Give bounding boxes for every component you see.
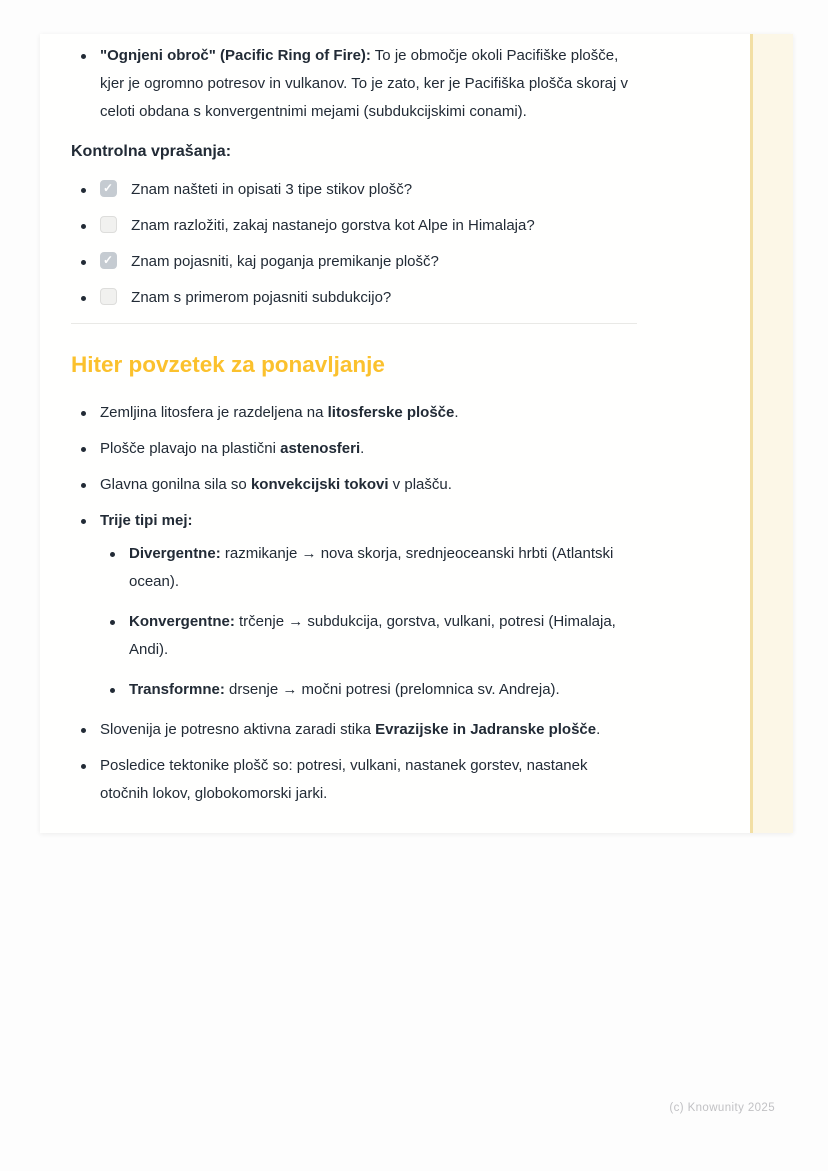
bullet-icon bbox=[81, 764, 86, 769]
nested-bullet-text: Transformne: drsenje → močni potresi (prelomnica sv. Andreja). bbox=[129, 681, 560, 698]
list-item bbox=[71, 399, 637, 427]
nested-bullet-text: Konvergentne: trčenje → subdukcija, gorstva, vulkani, potresi (Himalaja, Andi). bbox=[129, 613, 616, 658]
intro-bullet-list bbox=[71, 42, 637, 126]
bullet-icon bbox=[81, 411, 86, 416]
bullet-icon bbox=[110, 620, 115, 625]
checklist-label: Znam razložiti, zakaj nastanejo gorstva kot Alpe in Himalaja? bbox=[131, 217, 535, 234]
checklist-label: Znam pojasniti, kaj poganja premikanje plošč? bbox=[131, 253, 439, 270]
nested-bullet-text: Divergentne: razmikanje → nova skorja, srednjeoceanski hrbti (Atlantski ocean). bbox=[129, 545, 614, 590]
list-item bbox=[100, 608, 637, 664]
list-item bbox=[71, 471, 637, 499]
control-questions-heading: Kontrolna vprašanja: bbox=[71, 143, 232, 160]
bullet-icon bbox=[81, 519, 86, 524]
summary-bullet-text: Posledice tektonike plošč so: potresi, vulkani, nastanek gorstev, nastanek otočnih lokov, globokomorski jarki. bbox=[100, 757, 588, 802]
bullet-icon bbox=[81, 224, 86, 229]
checkbox-icon[interactable] bbox=[100, 216, 117, 233]
list-item bbox=[71, 42, 637, 126]
bullet-icon bbox=[81, 54, 86, 59]
bullet-icon bbox=[81, 296, 86, 301]
list-item bbox=[71, 435, 637, 463]
checklist bbox=[71, 176, 637, 312]
list-item bbox=[71, 716, 637, 744]
nested-bullet-list bbox=[100, 540, 637, 704]
checkbox-icon[interactable] bbox=[100, 288, 117, 305]
section-divider bbox=[71, 323, 637, 324]
bullet-icon bbox=[81, 728, 86, 733]
summary-bullet-text: Plošče plavajo na plastični astenosferi. bbox=[100, 440, 365, 457]
summary-bullet-text: Trije tipi mej: bbox=[100, 512, 193, 529]
list-item bbox=[100, 540, 637, 596]
checklist-label: Znam s primerom pojasniti subdukcijo? bbox=[131, 289, 392, 306]
checklist-label: Znam našteti in opisati 3 tipe stikov plošč? bbox=[131, 181, 413, 198]
bullet-icon bbox=[81, 483, 86, 488]
checklist-item bbox=[71, 284, 637, 312]
checkbox-icon[interactable] bbox=[100, 252, 117, 269]
intro-bullet-text: "Ognjeni obroč" (Pacific Ring of Fire): To je območje okoli Pacifiške plošče, kjer je ogromno potresov in vulkanov. To je zato, ker je Pacifiška plošča skoraj v celoti obdana s konvergentnimi mejami (subdukcijskimi conami). bbox=[100, 47, 629, 120]
bullet-icon bbox=[81, 447, 86, 452]
summary-heading: Hiter povzetek za ponavljanje bbox=[71, 352, 385, 377]
list-item bbox=[71, 507, 637, 704]
document-card bbox=[40, 34, 793, 833]
bullet-icon bbox=[110, 552, 115, 557]
summary-bullet-text: Zemljina litosfera je razdeljena na litosferske plošče. bbox=[100, 404, 459, 421]
document-content bbox=[71, 42, 637, 816]
highlight-stripe bbox=[750, 34, 793, 833]
summary-bullet-list bbox=[71, 399, 637, 808]
summary-bullet-text: Slovenija je potresno aktivna zaradi stika Evrazijske in Jadranske plošče. bbox=[100, 721, 601, 738]
summary-bullet-text: Glavna gonilna sila so konvekcijski tokovi v plašču. bbox=[100, 476, 452, 493]
bullet-icon bbox=[110, 688, 115, 693]
copyright-footer: (c) Knowunity 2025 bbox=[669, 1102, 775, 1114]
list-item bbox=[71, 752, 637, 808]
checklist-item bbox=[71, 248, 637, 276]
checklist-item bbox=[71, 176, 637, 204]
checkbox-icon[interactable] bbox=[100, 180, 117, 197]
bullet-icon bbox=[81, 188, 86, 193]
bullet-icon bbox=[81, 260, 86, 265]
list-item bbox=[100, 676, 637, 704]
checklist-item bbox=[71, 212, 637, 240]
